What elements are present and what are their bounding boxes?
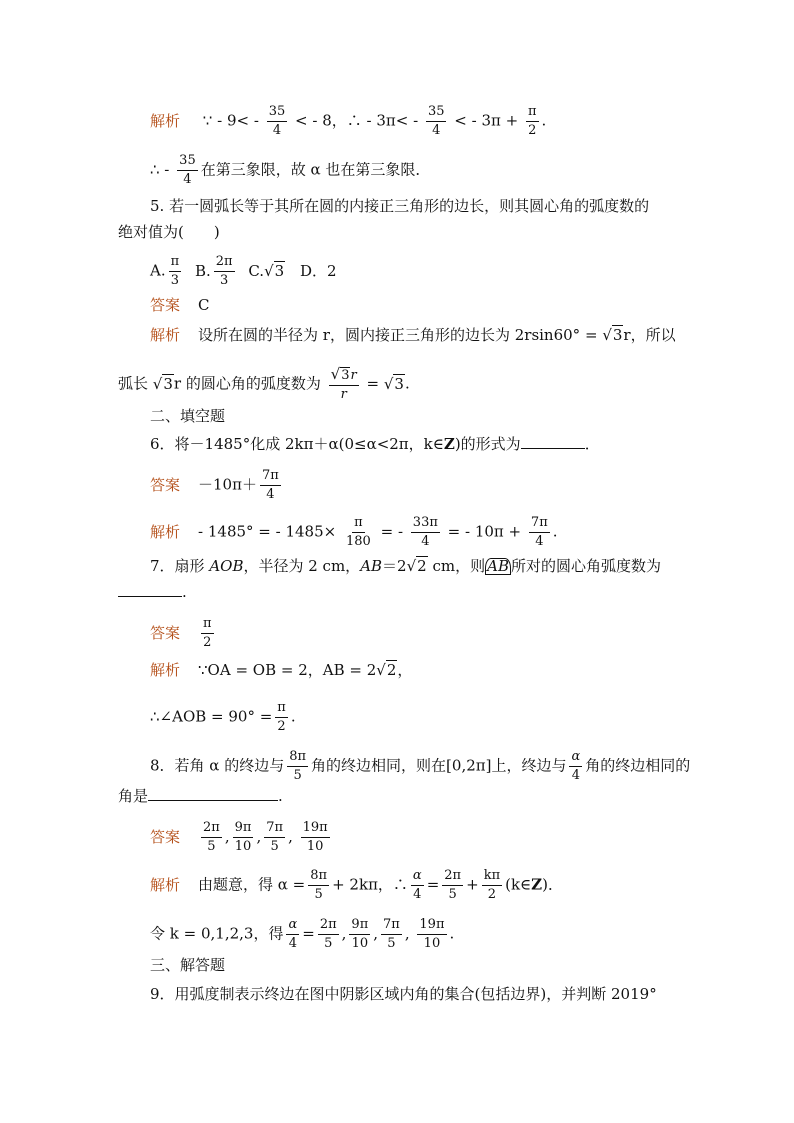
- numerator: 2π: [442, 868, 463, 886]
- q4-analysis-line-2: [150, 153, 430, 188]
- denominator: 180: [346, 534, 371, 549]
- numerator: 19π: [301, 820, 330, 838]
- text-segment: ，: [397, 661, 413, 679]
- text-segment: ∵OA = OB = 2，AB = 2: [198, 661, 377, 679]
- numerator: 7π: [264, 820, 285, 838]
- fraction: [177, 153, 198, 188]
- denominator: 4: [272, 123, 282, 138]
- fraction: [233, 820, 254, 855]
- numerator: 2π: [201, 820, 222, 838]
- numerator: π: [201, 616, 214, 634]
- option-b: B.: [194, 261, 211, 280]
- numerator: 8π: [308, 868, 329, 886]
- text-segment: ∵ - 9< -: [202, 111, 259, 130]
- sqrt: √2: [376, 661, 397, 679]
- numerator: π: [526, 104, 539, 122]
- denominator: 4: [183, 172, 192, 187]
- numerator: 9π: [233, 820, 254, 838]
- text-segment: < - 8，∴ - 3π< -: [295, 111, 419, 130]
- numerator: 7π: [529, 515, 550, 533]
- text-segment: 8．若角 α 的终边与: [150, 756, 285, 775]
- fraction: [260, 468, 281, 503]
- denominator: 4: [535, 534, 544, 549]
- fraction: [275, 700, 288, 735]
- numerator: α: [569, 749, 582, 767]
- text-segment: 设所在圆的半径为 r，圆内接正三角形的边长为 2rsin60° =: [198, 326, 598, 344]
- q5-analysis-line-2: [118, 366, 410, 403]
- fraction: [344, 515, 373, 550]
- q5-question-line-2: 绝对值为( ): [118, 223, 220, 241]
- text-segment: + 2kπ，∴: [332, 875, 408, 894]
- denominator: 10: [351, 936, 369, 951]
- text-segment: )的形式为: [454, 435, 521, 453]
- fraction: [426, 104, 447, 139]
- q8-analysis-line-2: 令 k = 0,1,2,3，得 $\frac{\alpha}{4}$ = $\frac{2\pi}{5}$ , $\frac{9\pi}{10}$ , $\frac{7\pi}{5}$ , $\frac{19\pi}{10}$ .: [150, 917, 455, 951]
- fraction: [169, 254, 182, 289]
- denominator: 10: [306, 839, 324, 854]
- analysis-label: 解析: [150, 661, 181, 679]
- text-segment: =: [366, 374, 380, 393]
- text-segment: r，所以: [623, 326, 676, 344]
- q6-answer: [150, 468, 284, 503]
- text-segment: 弧长: [118, 374, 149, 393]
- numerator: [329, 366, 359, 386]
- denominator: 4: [413, 887, 422, 902]
- numerator: kπ: [482, 868, 502, 886]
- fraction: [201, 616, 214, 651]
- q7-analysis-line-2: [150, 700, 296, 735]
- answer-label: 答案: [150, 475, 181, 494]
- denominator: 2: [277, 719, 286, 734]
- denominator: 10: [423, 936, 441, 951]
- set-symbol: Z: [443, 435, 455, 453]
- numerator: 19π: [417, 917, 446, 935]
- denominator: 5: [314, 887, 323, 902]
- fraction: [526, 104, 539, 139]
- radicand: 3: [163, 374, 173, 393]
- q8-answer: 答案 $\frac{2\pi}{5}$ , $\frac{9\pi}{10}$ , $\frac{7\pi}{5}$ , $\frac{19\pi}{10}$: [150, 820, 328, 854]
- q5-analysis-line-1: [150, 325, 676, 345]
- fraction: [417, 917, 446, 952]
- numerator: 2π: [318, 917, 339, 935]
- text-segment: < - 3π +: [454, 111, 519, 130]
- fraction: [301, 820, 330, 855]
- fraction: [569, 749, 582, 784]
- fraction: [411, 515, 440, 550]
- denominator: 4: [432, 123, 441, 138]
- text-segment: .: [552, 522, 558, 541]
- text-segment: 6．将－1485°化成 2kπ＋α(0≤α<2π，k∈: [150, 435, 444, 453]
- numerator: 7π: [381, 917, 402, 935]
- denominator: 5: [270, 839, 279, 854]
- denominator: 2: [487, 887, 497, 902]
- q8-question-line-2: 角是 .: [118, 787, 283, 805]
- denominator: 2: [528, 123, 537, 138]
- fraction: [329, 366, 359, 403]
- answer-label: 答案: [150, 623, 181, 642]
- denominator: 3: [170, 273, 180, 288]
- denominator: 10: [234, 839, 252, 854]
- q4-analysis-line-1: [150, 104, 546, 139]
- radicand: 3: [612, 326, 623, 344]
- text-segment: ＝2: [382, 557, 407, 575]
- sqrt: √3: [602, 326, 623, 344]
- analysis-label: 解析: [150, 326, 181, 344]
- q7-analysis-line-1: [150, 660, 412, 680]
- answer-label: 答案: [150, 827, 181, 846]
- text-segment: 角是: [118, 787, 149, 805]
- variable: AB: [360, 557, 383, 575]
- analysis-label: 解析: [150, 522, 181, 541]
- option-a: A.: [150, 261, 166, 280]
- sqrt: √2: [406, 557, 427, 575]
- q7-answer: [150, 616, 217, 651]
- numerator: 2π: [214, 254, 235, 272]
- numerator: 33π: [411, 515, 440, 533]
- text-segment: .: [404, 374, 410, 393]
- numerator: 35: [267, 104, 288, 122]
- arc-symbol: AB: [487, 557, 509, 575]
- fraction: [287, 749, 308, 784]
- fraction: [349, 917, 370, 952]
- fraction: [381, 917, 402, 952]
- denominator: 4: [266, 487, 275, 502]
- radicand: 2: [386, 661, 397, 679]
- q5-options: [150, 254, 337, 289]
- text-segment: = -: [380, 522, 404, 541]
- text-segment: = - 10π +: [447, 522, 522, 541]
- denominator: 5: [387, 936, 396, 951]
- analysis-label: 解析: [150, 111, 181, 130]
- text-segment: - 1485° = - 1485×: [198, 522, 337, 541]
- fraction: [308, 868, 329, 903]
- fraction: [318, 917, 339, 952]
- numerator: α: [411, 868, 424, 886]
- q8-analysis-line-1: [150, 868, 563, 903]
- sqrt: √3: [383, 374, 404, 393]
- text-segment: ∴∠AOB = 90° =: [150, 707, 273, 726]
- analysis-label: 解析: [150, 875, 181, 894]
- radicand: 3: [394, 374, 404, 393]
- text-segment: 令 k = 0,1,2,3，得: [150, 924, 284, 943]
- text-segment: ∴ -: [150, 160, 170, 179]
- text-segment: 角的终边相同的: [585, 756, 691, 775]
- q7-blank-line: .: [118, 582, 187, 602]
- numerator: 9π: [349, 917, 370, 935]
- answer-blank: [118, 582, 182, 597]
- denominator: 4: [421, 534, 430, 549]
- numerator: π: [169, 254, 182, 272]
- denominator: r: [340, 387, 347, 402]
- section-heading-solve: 三、解答题: [150, 956, 226, 974]
- numerator: 7π: [260, 468, 281, 486]
- option-d: D．2: [299, 261, 337, 280]
- text-segment: =: [302, 924, 315, 943]
- text-segment: 所对的圆心角弧度数为: [510, 557, 661, 575]
- text-segment: 由题意，得 α =: [198, 875, 306, 894]
- denominator: 5: [207, 839, 216, 854]
- fraction: [411, 868, 424, 903]
- text-segment: )．: [542, 875, 563, 894]
- numerator: π: [352, 515, 365, 533]
- fraction: [267, 104, 288, 139]
- denominator: 4: [288, 936, 297, 951]
- text-segment: ，半径为 2 cm，: [243, 557, 361, 575]
- fraction: [529, 515, 550, 550]
- denominator: 5: [293, 768, 302, 783]
- denominator: 5: [448, 887, 457, 902]
- numerator: 8π: [287, 749, 308, 767]
- numerator: π: [275, 700, 288, 718]
- answer-blank: [521, 434, 585, 449]
- answer-blank: [148, 786, 278, 801]
- text-segment: +: [466, 875, 479, 894]
- radicand: 2: [417, 557, 427, 575]
- q9-question-line-1: 9．用弧度制表示终边在图中阴影区域内角的集合(包括边界)，并判断 2019°: [150, 985, 657, 1003]
- option-c: C.: [248, 261, 265, 280]
- q6-analysis: [150, 515, 558, 550]
- variable: AOB: [209, 557, 244, 575]
- radicand: 3: [341, 368, 350, 383]
- sqrt: √3: [152, 374, 173, 393]
- section-heading-fill-in: 二、填空题: [150, 407, 226, 425]
- q6-question: 6．将－1485°化成 2kπ＋α(0≤α<2π，k∈Z)的形式为 ．: [150, 435, 600, 453]
- denominator: 2: [203, 635, 212, 650]
- sqrt: √3: [264, 261, 285, 280]
- text-segment: .: [541, 111, 547, 130]
- numerator: 35: [177, 153, 198, 171]
- text-segment: =: [426, 875, 440, 894]
- text-segment: cm，则: [427, 557, 486, 575]
- text-segment: 在第三象限，故 α 也在第三象限．: [200, 160, 431, 179]
- sqrt: √3: [330, 365, 350, 383]
- q5-question-line-1: 5. 若一圆弧长等于其所在圆的内接正三角形的边长，则其圆心角的弧度数的: [150, 197, 650, 215]
- text-segment: .: [290, 707, 296, 726]
- q8-question-line-1: [150, 749, 690, 784]
- text-segment: (k∈: [505, 875, 532, 894]
- text-segment: 7．扇形: [150, 557, 210, 575]
- q5-answer: [150, 295, 210, 315]
- fraction: [286, 917, 299, 952]
- q7-question: [150, 556, 661, 576]
- answer-value: C: [198, 296, 210, 314]
- fraction: [214, 254, 235, 289]
- fraction: [201, 820, 222, 855]
- text-segment: 角的终边相同，则在[0,2π]上，终边与: [311, 756, 567, 775]
- denominator: 5: [324, 936, 333, 951]
- fraction: [442, 868, 463, 903]
- denominator: 4: [571, 768, 580, 783]
- fraction: [264, 820, 285, 855]
- fraction: [482, 868, 502, 903]
- variable: r: [350, 368, 357, 383]
- denominator: 3: [220, 273, 229, 288]
- text-segment: .: [449, 924, 455, 943]
- answer-label: 答案: [150, 296, 181, 314]
- numerator: α: [286, 917, 299, 935]
- text-segment: r 的圆心角的弧度数为: [173, 374, 321, 393]
- numerator: 35: [426, 104, 447, 122]
- set-symbol: Z: [531, 875, 543, 894]
- answer-value: －10π＋: [198, 475, 257, 494]
- radicand: 3: [274, 261, 285, 280]
